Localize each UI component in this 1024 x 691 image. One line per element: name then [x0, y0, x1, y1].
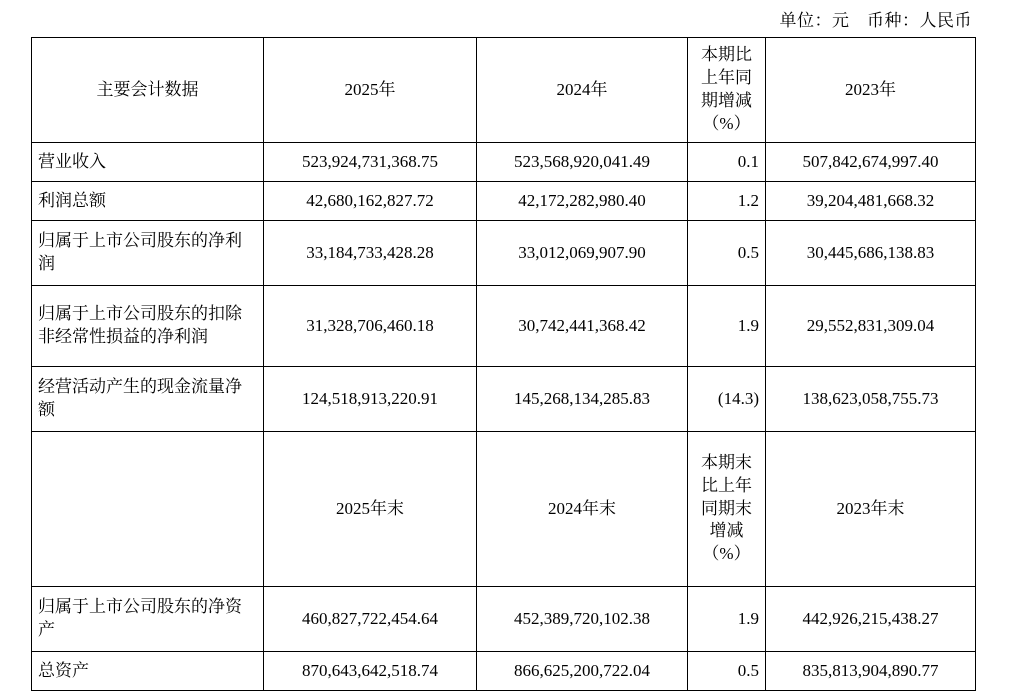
row-value-2024: 452,389,720,102.38 [477, 587, 688, 652]
table-header-row [32, 38, 976, 143]
table-header-row-period-end [32, 432, 976, 587]
row-label: 总资产 [32, 652, 264, 691]
header-metric: 主要会计数据 [32, 38, 264, 143]
table-row [32, 221, 976, 286]
row-label: 归属于上市公司股东的净利润 [32, 221, 264, 286]
unit-notice: 单位：元 币种：人民币 [779, 11, 972, 30]
row-value-2023: 30,445,686,138.83 [766, 221, 976, 286]
row-change: 1.9 [688, 587, 766, 652]
row-value-2023: 835,813,904,890.77 [766, 652, 976, 691]
row-value-2025: 870,643,642,518.74 [264, 652, 477, 691]
table-row [32, 143, 976, 182]
row-change: (14.3) [688, 367, 766, 432]
row-value-2023: 507,842,674,997.40 [766, 143, 976, 182]
table-row [32, 367, 976, 432]
row-label: 归属于上市公司股东的净资产 [32, 587, 264, 652]
header-year-2024: 2024年 [477, 38, 688, 143]
row-value-2025: 460,827,722,454.64 [264, 587, 477, 652]
row-label: 营业收入 [32, 143, 264, 182]
row-value-2023: 29,552,831,309.04 [766, 286, 976, 367]
row-label: 归属于上市公司股东的扣除非经常性损益的净利润 [32, 286, 264, 367]
row-value-2024: 866,625,200,722.04 [477, 652, 688, 691]
table-row [32, 652, 976, 691]
financial-data-table [31, 37, 976, 691]
row-change: 1.2 [688, 182, 766, 221]
row-change: 0.5 [688, 652, 766, 691]
header2-year-2025-end: 2025年末 [264, 432, 477, 587]
row-value-2024: 523,568,920,041.49 [477, 143, 688, 182]
row-value-2023: 138,623,058,755.73 [766, 367, 976, 432]
row-value-2025: 33,184,733,428.28 [264, 221, 477, 286]
row-value-2025: 31,328,706,460.18 [264, 286, 477, 367]
header-year-2023: 2023年 [766, 38, 976, 143]
table-row [32, 182, 976, 221]
row-value-2025: 124,518,913,220.91 [264, 367, 477, 432]
table-row [32, 587, 976, 652]
row-value-2025: 523,924,731,368.75 [264, 143, 477, 182]
row-label: 经营活动产生的现金流量净额 [32, 367, 264, 432]
row-value-2023: 442,926,215,438.27 [766, 587, 976, 652]
row-value-2024: 145,268,134,285.83 [477, 367, 688, 432]
row-value-2023: 39,204,481,668.32 [766, 182, 976, 221]
row-value-2024: 30,742,441,368.42 [477, 286, 688, 367]
header-year-2025: 2025年 [264, 38, 477, 143]
table-row [32, 286, 976, 367]
header2-metric [32, 432, 264, 587]
header-change-pct: 本期比上年同期增减（%） [688, 38, 766, 143]
row-value-2025: 42,680,162,827.72 [264, 182, 477, 221]
row-label: 利润总额 [32, 182, 264, 221]
row-change: 0.5 [688, 221, 766, 286]
row-change: 0.1 [688, 143, 766, 182]
row-change: 1.9 [688, 286, 766, 367]
row-value-2024: 42,172,282,980.40 [477, 182, 688, 221]
row-value-2024: 33,012,069,907.90 [477, 221, 688, 286]
header2-year-2023-end: 2023年末 [766, 432, 976, 587]
header2-year-2024-end: 2024年末 [477, 432, 688, 587]
header2-change-pct: 本期末比上年同期末增减（%） [688, 432, 766, 587]
